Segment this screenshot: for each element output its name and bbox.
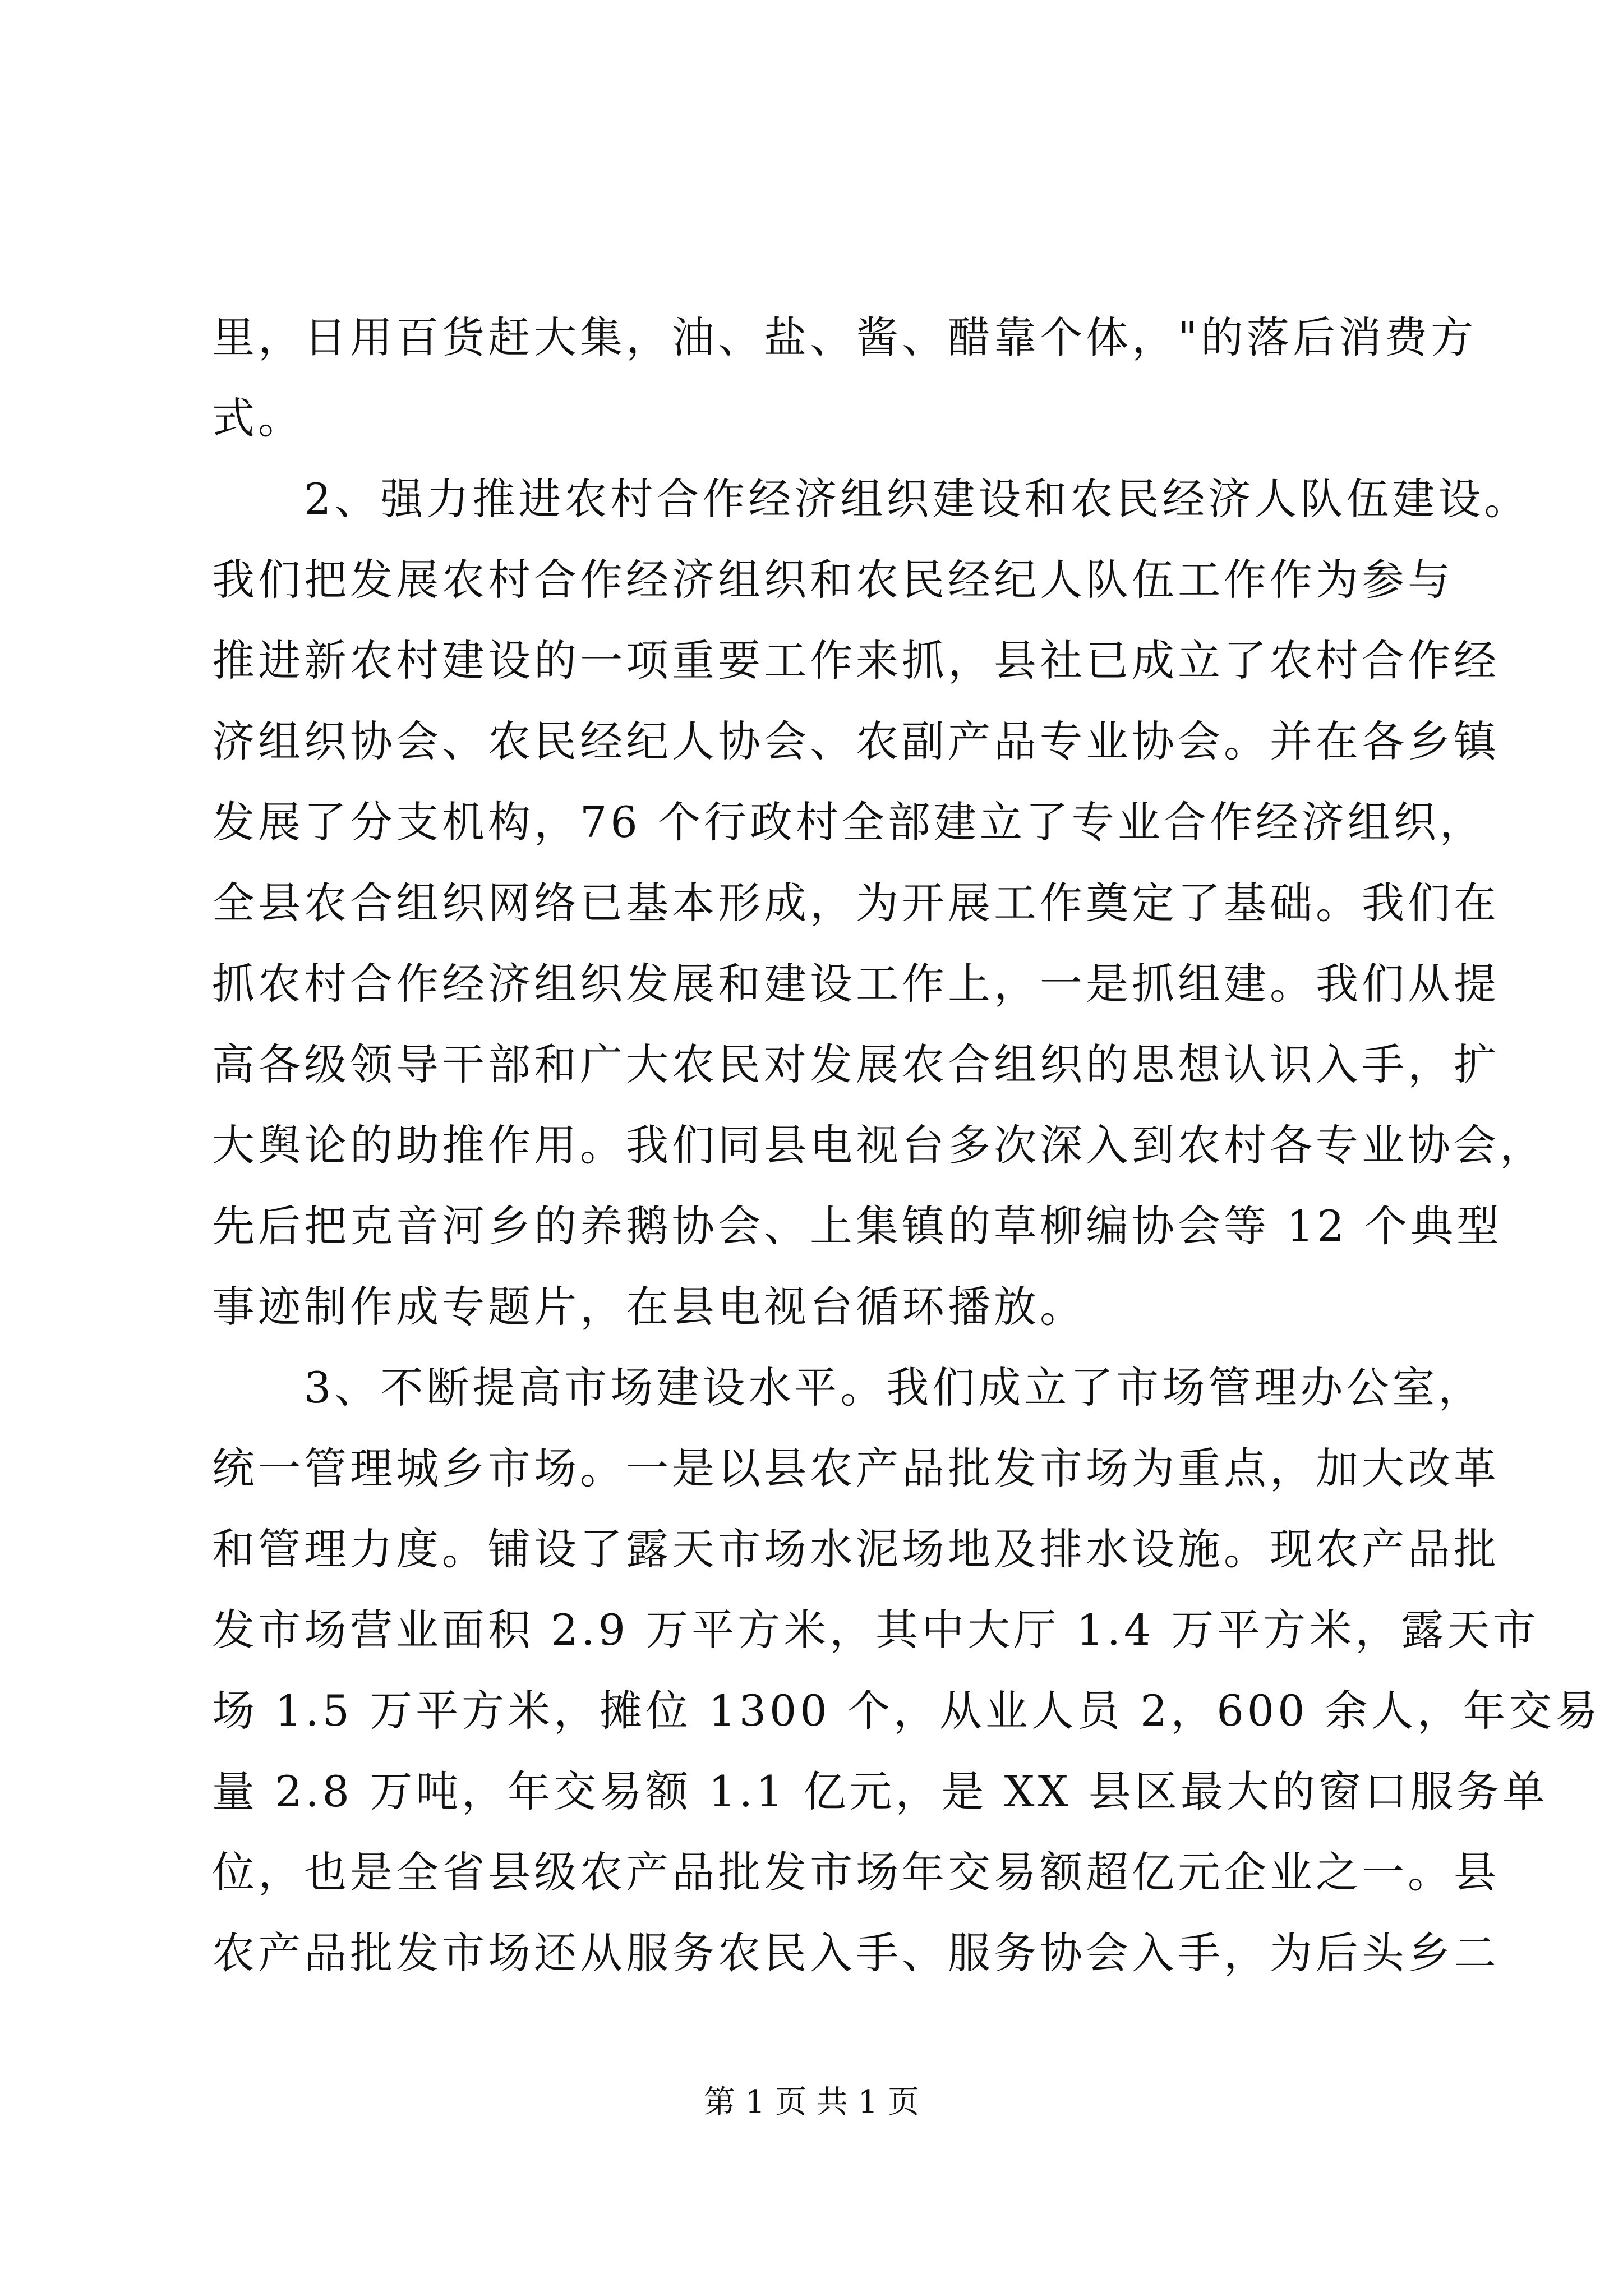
text-line: 3、不断提高市场建设水平。我们成立了市场管理办公室，	[212, 1363, 1484, 1412]
text-line: 里，日用百货赶大集，油、盐、酱、醋靠个体，"的落后消费方	[212, 312, 1477, 362]
text-line: 统一管理城乡市场。一是以县农产品批发市场为重点，加大改革	[212, 1443, 1500, 1493]
text-line: 事迹制作成专题片，在县电视台循环播放。	[212, 1282, 1086, 1332]
text-line: 发市场营业面积 2.9 万平方米，其中大厅 1.4 万平方米，露天市	[212, 1605, 1539, 1655]
text-line: 2、强力推进农村合作经济组织建设和农民经济人队伍建设。	[212, 474, 1530, 524]
text-line: 农产品批发市场还从服务农民入手、服务协会入手，为后头乡二	[212, 1928, 1500, 1978]
text-line: 场 1.5 万平方米，摊位 1300 个，从业人员 2，600 余人，年交易	[212, 1686, 1601, 1736]
text-line: 我们把发展农村合作经济组织和农民经纪人队伍工作作为参与	[212, 555, 1454, 605]
text-line: 抓农村合作经济组织发展和建设工作上，一是抓组建。我们从提	[212, 959, 1500, 1009]
text-line: 先后把克音河乡的养鹅协会、上集镇的草柳编协会等 12 个典型	[212, 1201, 1503, 1251]
text-line: 位，也是全省县级农产品批发市场年交易额超亿元企业之一。县	[212, 1847, 1500, 1897]
text-line: 发展了分支机构，76 个行政村全部建立了专业合作经济组织，	[212, 797, 1486, 847]
text-line: 全县农合组织网络已基本形成，为开展工作奠定了基础。我们在	[212, 878, 1500, 928]
text-line: 式。	[212, 393, 304, 443]
text-line: 高各级领导干部和广大农民对发展农合组织的思想认识入手，扩	[212, 1039, 1500, 1089]
text-line: 济组织协会、农民经纪人协会、农副产品专业协会。并在各乡镇	[212, 716, 1500, 766]
text-line: 推进新农村建设的一项重要工作来抓，县社已成立了农村合作经	[212, 636, 1500, 685]
text-line: 大舆论的助推作用。我们同县电视台多次深入到农村各专业协会，	[212, 1120, 1546, 1170]
page-footer: 第 1 页 共 1 页	[703, 2084, 920, 2120]
text-line: 和管理力度。铺设了露天市场水泥场地及排水设施。现农产品批	[212, 1524, 1500, 1574]
body-text	[212, 297, 1601, 1994]
text-line: 量 2.8 万吨，年交易额 1.1 亿元，是 XX 县区最大的窗口服务单	[212, 1766, 1548, 1816]
